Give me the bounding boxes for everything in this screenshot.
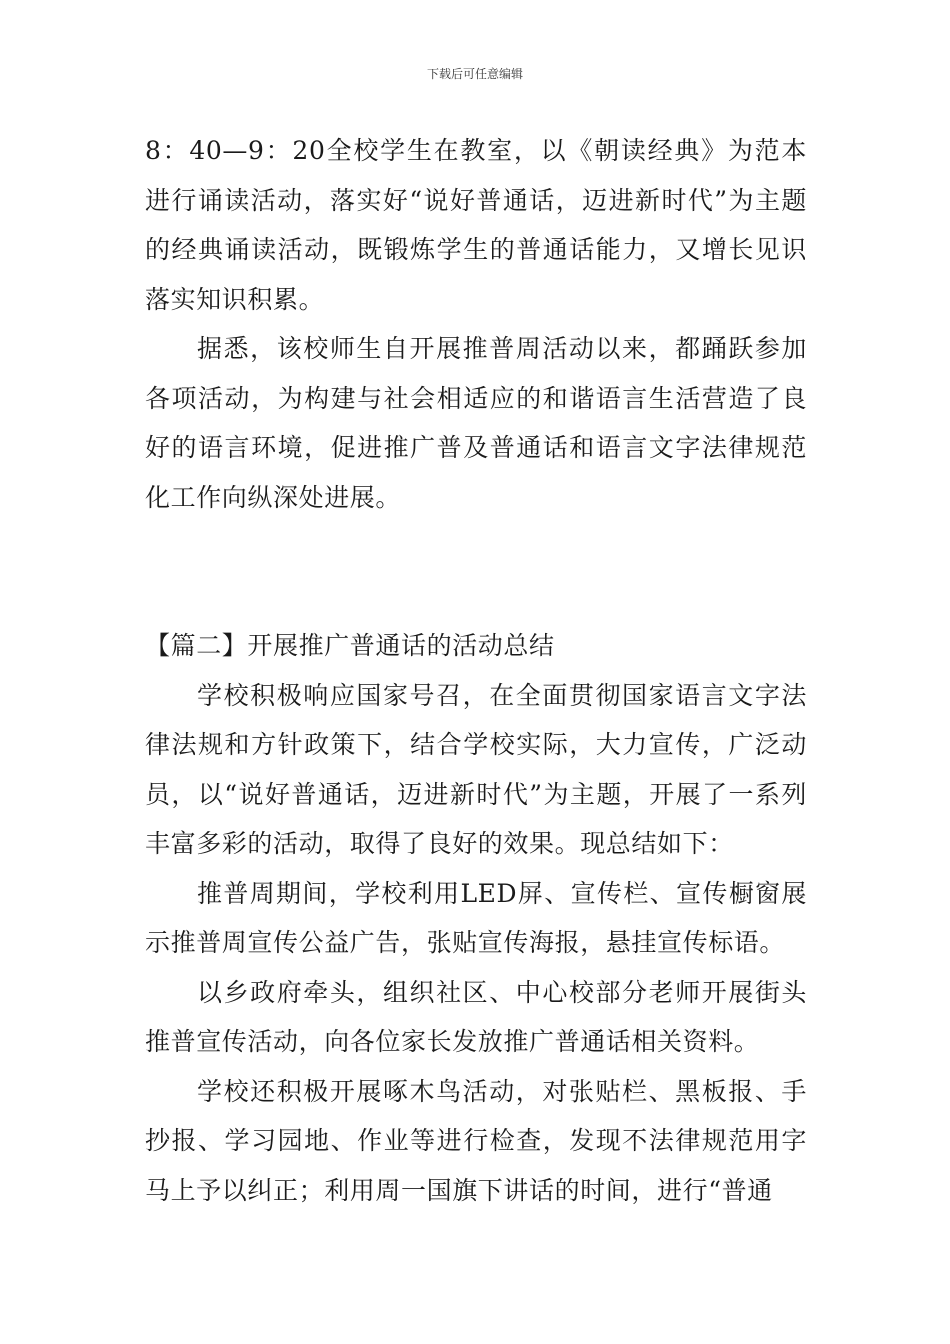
paragraph-woodpecker-activity: 学校还积极开展啄木鸟活动，对张贴栏、黑板报、手抄报、学习园地、作业等进行检查，发现不法律规范用字马上予以纠正；利用周一国旗下讲话的时间，进行“普通: [145, 1076, 807, 1205]
section-spacer: [145, 522, 807, 621]
section-title: 【篇二】开展推广普通话的活动总结: [145, 631, 555, 660]
paragraph-publicity: 推普周期间，学校利用LED屏、宣传栏、宣传橱窗展示推普周宣传公益广告，张贴宣传海报，悬挂宣传标语。: [145, 878, 807, 957]
document-body: [145, 126, 807, 1215]
page-header-note: 下载后可任意编辑: [426, 67, 523, 81]
paragraph-intro: 学校积极响应国家号召，在全面贯彻国家语言文字法律法规和方针政策下，结合学校实际，大力宣传，广泛动员，以“说好普通话，迈进新时代”为主题，开展了一系列丰富多彩的活动，取得了良好的效果。现总结如下：: [145, 680, 807, 858]
paragraph-street-campaign: 以乡政府牵头，组织社区、中心校部分老师开展街头推普宣传活动，向各位家长发放推广普通话相关资料。: [145, 977, 807, 1056]
paragraph-morning-reading: 8：40—9：20全校学生在教室，以《朝读经典》为范本进行诵读活动，落实好“说好普通话，迈进新时代”为主题的经典诵读活动，既锻炼学生的普通话能力，又增长见识落实知识积累。: [145, 136, 807, 314]
paragraph-summary: 据悉，该校师生自开展推普周活动以来，都踊跃参加各项活动，为构建与社会相适应的和谐语言生活营造了良好的语言环境，促进推广普及普通话和语言文字法律规范化工作向纵深处进展。: [145, 334, 807, 512]
